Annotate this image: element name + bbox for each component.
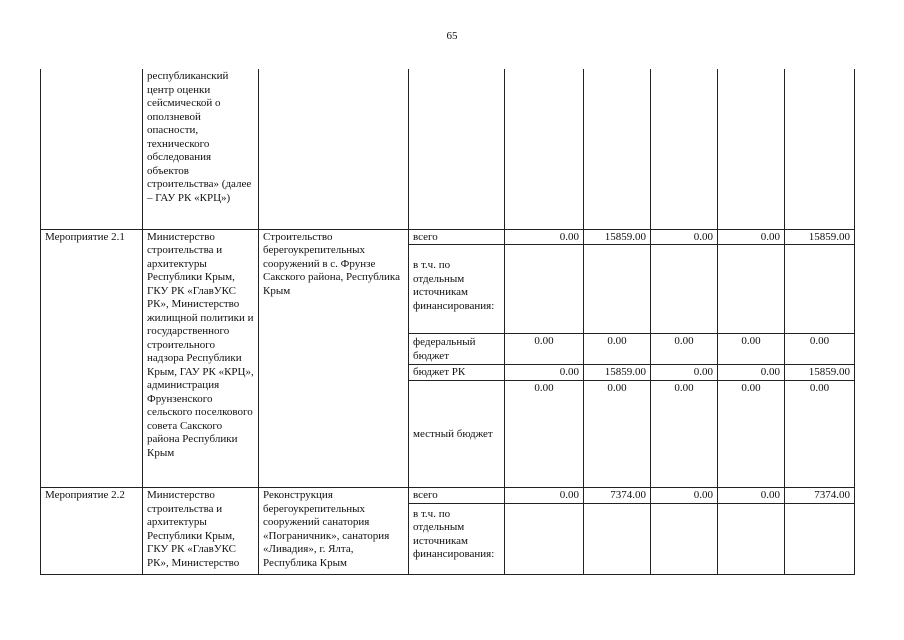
- value-cell: 7374.00: [785, 488, 855, 504]
- value-cell: [785, 69, 855, 229]
- event-object: Строительство берегоукрепительных сооружений в с. Фрунзе Сакского района, Республика Крым: [259, 229, 409, 488]
- event-object: Реконструкция берегоукрепительных сооружений санатория «Пограничник», санатория «Ливадия», г. Ялта, Республика Крым: [259, 488, 409, 575]
- value-cell: [651, 69, 718, 229]
- event-executors: Министерство строительства и архитектуры Республики Крым, ГКУ РК «ГлавУКС РК», Министерство жилищной политики и государственного строительного надзора Республики Крым, ГАУ РК «КРЦ», администрация Фрунзенского сельского поселкового совета Сакского района Республики Крым: [143, 229, 259, 488]
- value-cell: 0.00: [505, 334, 584, 365]
- value-cell: [785, 503, 855, 574]
- value-cell: [718, 503, 785, 574]
- value-cell: 0.00: [651, 229, 718, 245]
- value-cell: 0.00: [505, 365, 584, 381]
- value-cell: 0.00: [584, 334, 651, 365]
- value-cell: [584, 503, 651, 574]
- funding-source: местный бюджет: [409, 381, 505, 488]
- event-executors: Министерство строительства и архитектуры Республики Крым, ГКУ РК «ГлавУКС РК», Министерство: [143, 488, 259, 575]
- funding-source: бюджет РК: [409, 365, 505, 381]
- executor-cell: республиканский центр оценки сейсмической о оползневой опасности, технического обследования объектов строительства» (далее – ГАУ РК «КРЦ»): [143, 69, 259, 229]
- funding-source: в т.ч. по отдельным источникам финансирования:: [409, 503, 505, 574]
- value-cell: [651, 503, 718, 574]
- value-cell: 0.00: [651, 334, 718, 365]
- value-cell: [584, 245, 651, 334]
- value-cell: 0.00: [651, 381, 718, 488]
- value-cell: 0.00: [785, 381, 855, 488]
- event-label: Мероприятие 2.1: [41, 229, 143, 488]
- funding-source: федеральный бюджет: [409, 334, 505, 365]
- value-cell: 15859.00: [584, 365, 651, 381]
- event-label: Мероприятие 2.2: [41, 488, 143, 575]
- page-number: 65: [446, 30, 458, 42]
- value-cell: 0.00: [505, 229, 584, 245]
- funding-source: всего: [409, 488, 505, 504]
- value-cell: 7374.00: [584, 488, 651, 504]
- funding-source: всего: [409, 229, 505, 245]
- value-cell: 0.00: [651, 365, 718, 381]
- value-cell: 0.00: [785, 334, 855, 365]
- value-cell: 15859.00: [785, 229, 855, 245]
- value-cell: [505, 503, 584, 574]
- value-cell: [718, 245, 785, 334]
- table-row: [41, 229, 855, 245]
- value-cell: [718, 69, 785, 229]
- value-cell: [651, 245, 718, 334]
- value-cell: 0.00: [505, 381, 584, 488]
- value-cell: [505, 245, 584, 334]
- value-cell: [785, 245, 855, 334]
- budget-table: [40, 69, 855, 575]
- value-cell: [584, 69, 651, 229]
- value-cell: 0.00: [718, 488, 785, 504]
- value-cell: 0.00: [584, 381, 651, 488]
- value-cell: [505, 69, 584, 229]
- value-cell: 0.00: [651, 488, 718, 504]
- funding-source: в т.ч. по отдельным источникам финансирования:: [409, 245, 505, 334]
- value-cell: 0.00: [505, 488, 584, 504]
- value-cell: 0.00: [718, 365, 785, 381]
- value-cell: 0.00: [718, 334, 785, 365]
- event-label-cell: [41, 69, 143, 229]
- value-cell: 15859.00: [584, 229, 651, 245]
- table-row: [41, 488, 855, 504]
- continuation-row: [41, 69, 855, 229]
- value-cell: 0.00: [718, 381, 785, 488]
- value-cell: 15859.00: [785, 365, 855, 381]
- object-cell: [259, 69, 409, 229]
- value-cell: 0.00: [718, 229, 785, 245]
- source-cell: [409, 69, 505, 229]
